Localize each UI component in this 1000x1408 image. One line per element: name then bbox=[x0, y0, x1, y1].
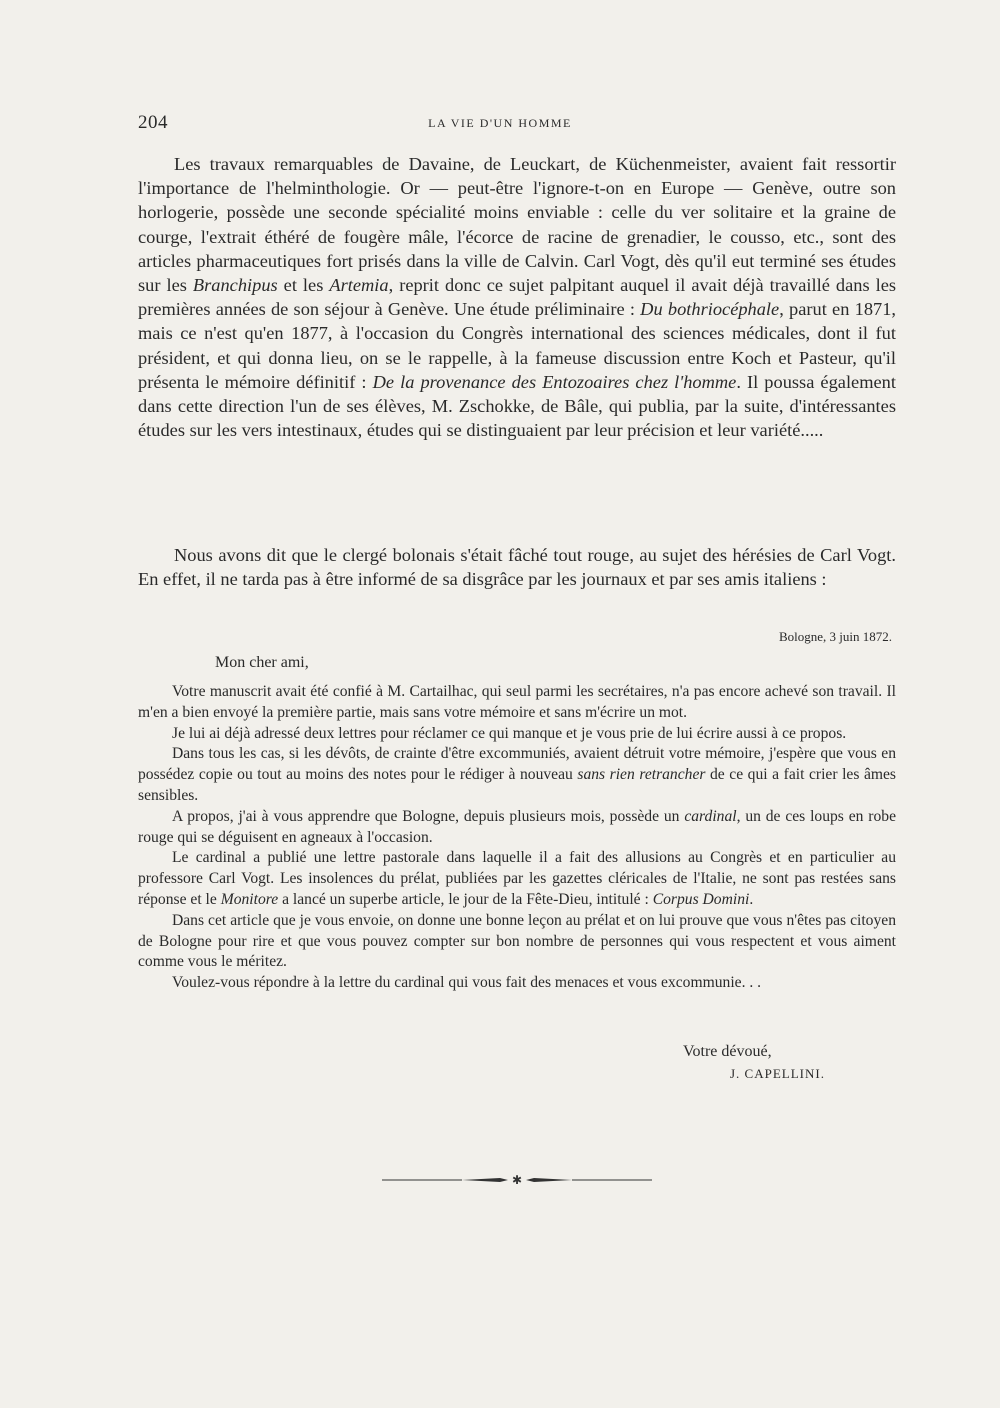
letter-salutation: Mon cher ami, bbox=[215, 654, 309, 671]
letter-p5-text-c: . bbox=[749, 890, 754, 908]
para2-text: Nous avons dit que le clergé bolonais s'était fâché tout rouge, au sujet des hérésies de Carl Vogt. En effet, il ne tarda pas à être informé de sa disgrâce par les journaux et par ses amis italiens : bbox=[138, 545, 896, 590]
para1-text-2: et les bbox=[277, 275, 330, 296]
letter-closing: Votre dévoué, bbox=[683, 1043, 772, 1060]
letter-p4-text-b: , un de ces loups en robe rouge qui se déguisent en agneaux à l'occasion. bbox=[138, 807, 896, 846]
letter-paragraph-5 bbox=[138, 848, 896, 910]
letter-paragraph-2: Je lui ai déjà adressé deux lettres pour réclamer ce qui manque et je vous prie de lui écrire aussi à ce propos. bbox=[172, 724, 847, 742]
letter-paragraph-4 bbox=[138, 807, 896, 849]
letter-dateline: Bologne, 3 juin 1872. bbox=[778, 629, 892, 644]
ornament-divider-icon bbox=[382, 1173, 652, 1187]
letter-paragraph-3 bbox=[138, 744, 896, 806]
para1-text-5: . Il poussa également dans cette direction l'un de ses élèves, M. Zschokke, de Bâle, qui publia, par la suite, d'intéressantes études sur les vers intestinaux, études qui se distinguaient par leur précision et leur variété..... bbox=[138, 371, 896, 441]
letter-body bbox=[138, 682, 896, 994]
para1-text-3: , reprit donc ce sujet palpitant auquel il avait déjà travaillé dans les premières années de son séjour à Genève. Une étude préliminaire : bbox=[138, 275, 897, 320]
running-head: LA VIE D'UN HOMME bbox=[428, 116, 572, 130]
page-number: 204 bbox=[138, 112, 168, 133]
para1-text-4: , parut en 1871, mais ce n'est qu'en 1877, à l'occasion du Congrès international des sciences médicales, dont il fut président, et qui donna lieu, on se le rappelle, à la fameuse discussion entre Koch et Pasteur, qu'il présenta le mémoire définitif : bbox=[138, 299, 896, 392]
letter-p3-italic: sans rien retrancher bbox=[577, 766, 706, 784]
letter-p4-italic: cardinal bbox=[684, 807, 737, 825]
para1-italic-bothriocephale: Du bothriocéphale bbox=[640, 299, 780, 320]
letter-p4-text-a: A propos, j'ai à vous apprendre que Bologne, depuis plusieurs mois, possède un bbox=[172, 807, 685, 825]
para1-text: Les travaux remarquables de Davaine, de Leuckart, de Küchenmeister, avaient fait ressortir l'importance de l'helminthologie. Or — peut-être l'ignore-t-on en Europe — Genève, outre son horlogerie, possède une seconde spécialité moins enviable : celle du ver solitaire et la graine de courge, l'extrait éthéré de fougère mâle, l'écorce de racine de grenadier, le cousso, etc., sont des articles pharmaceutiques fort prisés dans la ville de Calvin. Carl Vogt, dès qu'il eut terminé ses études sur les bbox=[138, 154, 896, 296]
letter-paragraph-7: Voulez-vous répondre à la lettre du cardinal qui vous fait des menaces et vous excommunie. . . bbox=[172, 974, 762, 992]
para1-italic-provenance: De la provenance des Entozoaires chez l'homme bbox=[372, 371, 737, 392]
letter-signature: J. CAPELLINI. bbox=[730, 1066, 825, 1081]
svg-text:✱: ✱ bbox=[511, 1173, 523, 1187]
letter-p5-text-a: Le cardinal a publié une lettre pastorale dans laquelle il a fait des allusions au Congrès et en particulier au professore Carl Vogt. Les insolences du prélat, publiées par les gazettes cléricales de l'Italie, ne sont pas restées sans réponse et le bbox=[138, 849, 896, 908]
para1-italic-artemia: Artemia bbox=[329, 275, 389, 296]
letter-paragraph-1: Votre manuscrit avait été confié à M. Cartailhac, qui seul parmi les secrétaires, n'a pas encore achevé son travail. Il m'en a bien envoyé la première partie, mais sans votre mémoire et sans m'écrire un mot. bbox=[138, 683, 896, 721]
letter-p5-text-b: a lancé un superbe article, le jour de la Fête-Dieu, intitulé : bbox=[278, 890, 653, 908]
letter-p3-text-b: de ce qui a fait crier les âmes sensibles. bbox=[138, 766, 896, 804]
letter-p5-italic-corpus: Corpus Domini bbox=[652, 890, 750, 908]
letter-p3-text-a: Dans tous les cas, si les dévôts, de crainte d'être excommuniés, avaient détruit votre mémoire, j'espère que vous en possédez copie ou tout au moins des notes pour le rédiger à nouveau bbox=[138, 745, 896, 784]
body-paragraph-1 bbox=[138, 152, 896, 442]
body-paragraph-2 bbox=[138, 543, 896, 591]
letter-p5-italic-monitore: Monitore bbox=[220, 890, 279, 908]
para1-italic-branchipus: Branchipus bbox=[192, 275, 278, 296]
letter-paragraph-6: Dans cet article que je vous envoie, on donne une bonne leçon au prélat et on lui prouve que vous n'êtes pas citoyen de Bologne pour rire et que vous pouvez compter sur bon nombre de personnes qui vous respectent et vous aiment comme vous le méritez. bbox=[138, 911, 896, 971]
